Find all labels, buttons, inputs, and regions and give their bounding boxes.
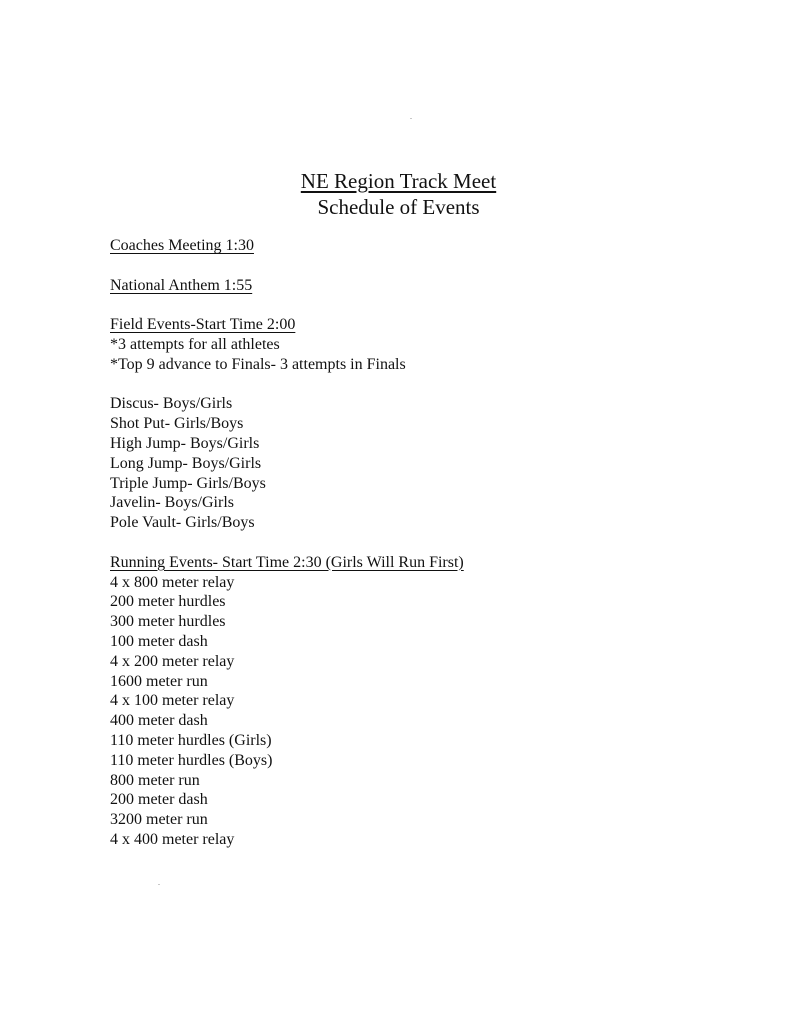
coaches-meeting-heading: Coaches Meeting 1:30 xyxy=(110,237,254,254)
list-item: 110 meter hurdles (Girls) xyxy=(110,731,272,749)
list-item: High Jump- Boys/Girls xyxy=(110,434,260,452)
list-item: Javelin- Boys/Girls xyxy=(110,494,234,512)
running-events-heading: Running Events- Start Time 2:30 (Girls Will Run First) xyxy=(110,553,464,571)
list-item: Discus- Boys/Girls xyxy=(110,395,233,413)
list-item: Shot Put- Girls/Boys xyxy=(110,415,244,433)
schedule-body xyxy=(110,236,464,850)
list-item: 1600 meter run xyxy=(110,672,208,690)
list-item: 100 meter dash xyxy=(110,632,208,650)
field-events-note: *Top 9 advance to Finals- 3 attempts in Finals xyxy=(110,355,406,373)
list-item: 4 x 100 meter relay xyxy=(110,692,235,710)
spacer xyxy=(110,533,464,553)
list-item: 4 x 200 meter relay xyxy=(110,652,235,670)
scan-speck xyxy=(410,118,412,119)
spacer xyxy=(110,375,464,395)
field-events-list xyxy=(110,394,464,533)
field-events-note: *3 attempts for all athletes xyxy=(110,335,280,353)
list-item: 200 meter hurdles xyxy=(110,593,226,611)
list-item: Pole Vault- Girls/Boys xyxy=(110,514,255,532)
list-item: 4 x 400 meter relay xyxy=(110,830,235,848)
scan-speck xyxy=(158,884,160,885)
list-item: 110 meter hurdles (Boys) xyxy=(110,751,273,769)
list-item: Triple Jump- Girls/Boys xyxy=(110,474,266,492)
spacer xyxy=(110,295,464,315)
field-events-heading: Field Events-Start Time 2:00 xyxy=(110,316,296,334)
list-item: 300 meter hurdles xyxy=(110,613,226,631)
list-item: 3200 meter run xyxy=(110,811,208,829)
page-subtitle: Schedule of Events xyxy=(317,195,480,219)
list-item: 800 meter run xyxy=(110,771,200,789)
national-anthem-heading: National Anthem 1:55 xyxy=(110,276,253,294)
running-events-list xyxy=(110,573,464,850)
list-item: Long Jump- Boys/Girls xyxy=(110,454,262,472)
list-item: 200 meter dash xyxy=(110,791,208,809)
list-item: 400 meter dash xyxy=(110,712,208,730)
list-item: 4 x 800 meter relay xyxy=(110,573,235,591)
page-title: NE Region Track Meet xyxy=(300,169,497,193)
spacer xyxy=(110,256,464,276)
document-header xyxy=(0,168,791,220)
